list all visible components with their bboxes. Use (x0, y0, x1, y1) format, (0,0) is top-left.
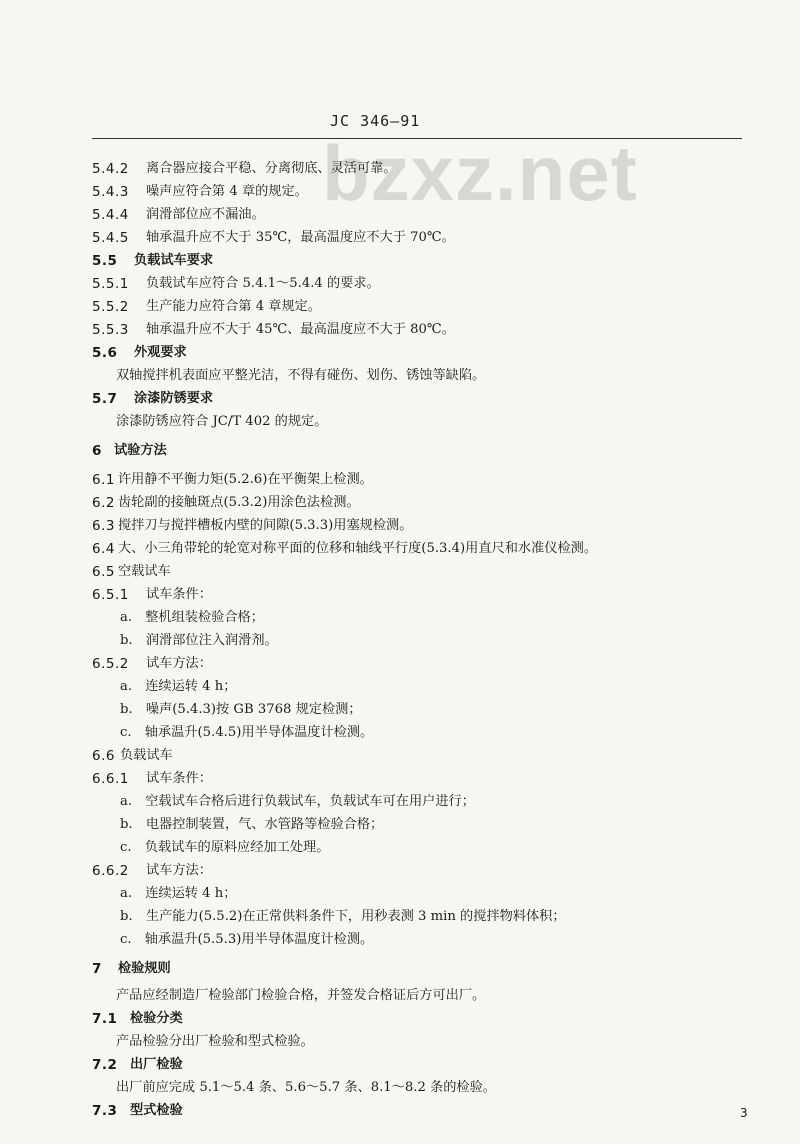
clause-text: 大、小三角带轮的轮宽对称平面的位移和轴线平行度(5.3.4)用直尺和水准仪检测。 (118, 541, 598, 556)
clause-text: 试车方法： (146, 656, 212, 671)
clause-text: 试车方法： (146, 863, 212, 878)
clause-text: 轴承温升应不大于 35℃，最高温度应不大于 70℃。 (146, 230, 455, 245)
clause-number: 6.2 (92, 495, 115, 511)
clause-text: a. 连续运转 4 h； (120, 886, 237, 901)
clause-text: 产品检验分出厂检验和型式检验。 (116, 1034, 314, 1049)
clause-number: 5.5.3 (92, 322, 129, 338)
clause-text: 试验方法 (114, 443, 167, 458)
clause-text: 生产能力应符合第 4 章规定。 (146, 299, 322, 314)
clause-text: c. 轴承温升(5.5.3)用半导体温度计检测。 (120, 932, 374, 947)
clause-number: 5.6 (92, 345, 118, 361)
clause-number: 6.5 (92, 564, 115, 580)
clause-text: 检验分类 (130, 1011, 183, 1026)
clause-text: 产品应经制造厂检验部门检验合格，并签发合格证后方可出厂。 (116, 988, 486, 1003)
clause-text: 试车条件： (146, 771, 212, 786)
clause-text: b. 电器控制装置，气、水管路等检验合格； (120, 817, 384, 832)
clause-text: b. 润滑部位注入润滑剂。 (120, 633, 278, 648)
clause-text: 润滑部位应不漏油。 (146, 207, 265, 222)
clause-text: 负载试车 (120, 748, 173, 763)
clause-text: 负载试车要求 (134, 253, 214, 268)
clause-number: 5.5.2 (92, 299, 129, 315)
clause-number: 5.5 (92, 253, 118, 269)
clause-text: 搅拌刀与搅拌槽板内壁的间隙(5.3.3)用塞规检测。 (118, 518, 413, 533)
clause-number: 6.6.1 (92, 771, 129, 787)
clause-number: 6.6 (92, 748, 115, 764)
clause-text: b. 生产能力(5.5.2)在正常供料条件下，用秒表测 3 min 的搅拌物料体积； (120, 909, 566, 924)
clause-number: 5.4.4 (92, 207, 129, 223)
clause-number: 7.3 (92, 1103, 118, 1119)
clause-number: 7.1 (92, 1011, 118, 1027)
clause-text: a. 空载试车合格后进行负载试车，负载试车可在用户进行； (120, 794, 475, 809)
clause-text: 涂漆防锈应符合 JC/T 402 的规定。 (116, 414, 328, 429)
clause-number: 6.4 (92, 541, 115, 557)
clause-number: 5.5.1 (92, 276, 129, 292)
clause-number: 5.4.5 (92, 230, 129, 246)
clause-text: c. 负载试车的原料应经加工处理。 (120, 840, 330, 855)
clause-number: 6 (92, 443, 102, 459)
clause-number: 5.4.2 (92, 161, 129, 177)
clause-text: 负载试车应符合 5.4.1～5.4.4 的要求。 (146, 276, 380, 291)
clause-number: 6.5.2 (92, 656, 129, 672)
clause-number: 5.4.3 (92, 184, 129, 200)
clause-text: 试车条件： (146, 587, 212, 602)
clause-number: 6.6.2 (92, 863, 129, 879)
clause-number: 6.1 (92, 472, 115, 488)
clause-number: 7 (92, 961, 102, 977)
page-header: JC 346—91 (330, 112, 421, 130)
page-number: 3 (740, 1106, 748, 1120)
clause-number: 6.5.1 (92, 587, 129, 603)
watermark: bzxz.net (322, 129, 638, 217)
clause-text: a. 整机组装检验合格； (120, 610, 264, 625)
clause-text: 双轴搅拌机表面应平整光洁，不得有碰伤、划伤、锈蚀等缺陷。 (116, 368, 486, 383)
clause-text: 轴承温升应不大于 45℃、最高温度应不大于 80℃。 (146, 322, 455, 337)
clause-number: 7.2 (92, 1057, 118, 1073)
clause-text: c. 轴承温升(5.4.5)用半导体温度计检测。 (120, 725, 374, 740)
clause-text: 离合器应接合平稳、分离彻底、灵活可靠。 (146, 161, 397, 176)
clause-text: 型式检验 (130, 1103, 183, 1118)
clause-text: 噪声应符合第 4 章的规定。 (146, 184, 308, 199)
clause-text: b. 噪声(5.4.3)按 GB 3768 规定检测； (120, 702, 362, 717)
clause-text: 许用静不平衡力矩(5.2.6)在平衡架上检测。 (118, 472, 373, 487)
clause-text: 齿轮副的接触斑点(5.3.2)用涂色法检测。 (118, 495, 360, 510)
clause-text: a. 连续运转 4 h； (120, 679, 237, 694)
clause-number: 5.7 (92, 391, 118, 407)
clause-text: 空载试车 (118, 564, 171, 579)
clause-text: 出厂检验 (130, 1057, 183, 1072)
clause-text: 涂漆防锈要求 (134, 391, 214, 406)
clause-text: 外观要求 (134, 345, 187, 360)
clause-text: 出厂前应完成 5.1～5.4 条、5.6～5.7 条、8.1～8.2 条的检验。 (116, 1080, 496, 1095)
clause-number: 6.3 (92, 518, 115, 534)
clause-text: 检验规则 (118, 961, 171, 976)
